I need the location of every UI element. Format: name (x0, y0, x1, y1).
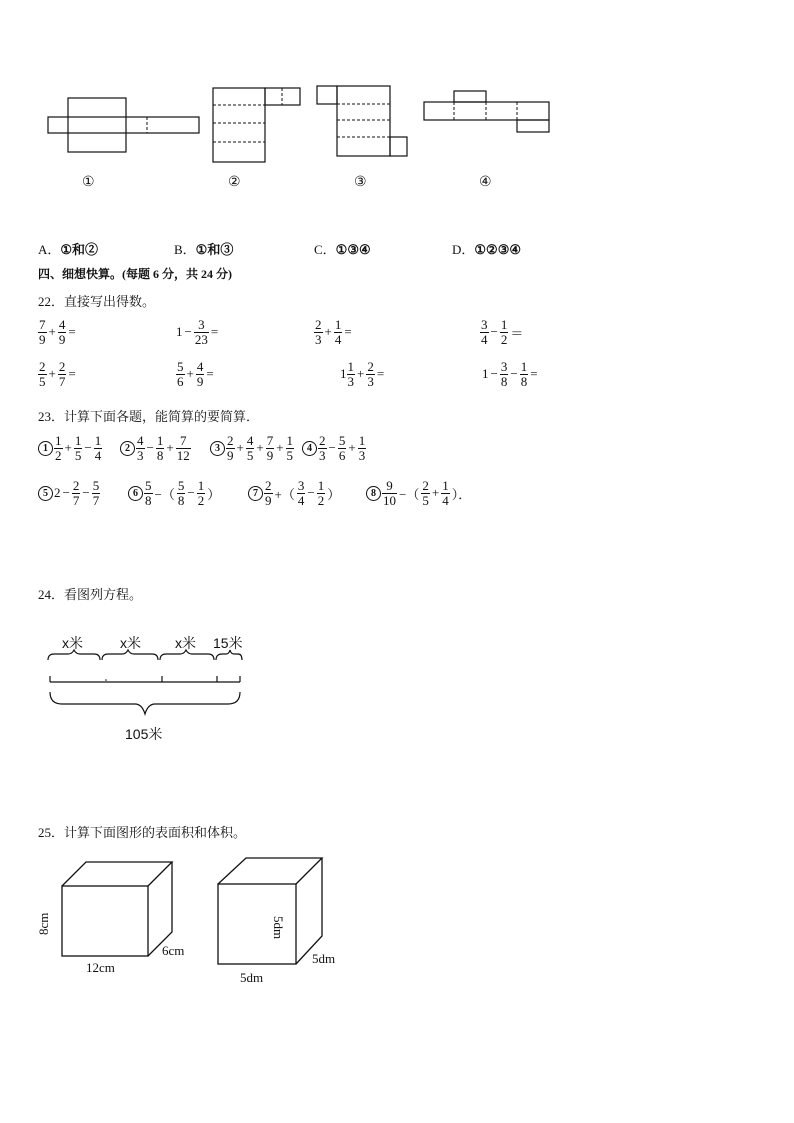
segment-label: x米 (120, 635, 141, 651)
fraction: $\frac{3}{4}$ (481, 317, 488, 347)
fraction: $\frac{2}{5}$ (422, 478, 429, 508)
operator: − (84, 440, 92, 456)
operator: + (64, 440, 72, 456)
operator: ） (327, 486, 341, 502)
fraction: $\frac{2}{7}$ (72, 478, 80, 508)
item-number: 7 (248, 486, 263, 501)
cuboid-height-label: 8cm (36, 912, 51, 935)
section-title: 四、细想快算。(每题 6 分，共 24 分) (38, 267, 232, 281)
operator: − (490, 324, 498, 340)
fraction: $\frac{2}{3}$ (315, 317, 322, 347)
operator: ）． (451, 486, 472, 502)
q22-item (482, 360, 540, 388)
item-number: 4 (302, 441, 317, 456)
operator: − (82, 485, 90, 501)
item-number: 8 (366, 486, 381, 501)
q23-item (128, 479, 222, 507)
operator: + (431, 485, 440, 501)
fraction: $\frac{4}{9}$ (58, 317, 66, 347)
cuboid-figure (44, 858, 204, 988)
operator: = (68, 366, 76, 382)
fraction: $\frac{9}{10}$ (383, 478, 396, 508)
operator: + (357, 366, 365, 382)
whole-number: 1 (340, 366, 347, 382)
option-b[interactable]: B．①和③ (174, 242, 234, 257)
net-label-3: ③ (354, 175, 367, 190)
fraction: $\frac{1}{8}$ (156, 433, 164, 463)
q22-item (340, 360, 386, 388)
fraction: $\frac{2}{9}$ (265, 478, 272, 508)
q22-item (176, 318, 220, 346)
operator: − (187, 485, 195, 501)
fraction: $\frac{3}{23}$ (194, 317, 208, 347)
whole-number: 1 (482, 366, 489, 382)
q22-prompt: 22．直接写出得数。 (38, 294, 156, 309)
q24-prompt: 24．看图列方程。 (38, 587, 143, 602)
operator: − (184, 324, 192, 340)
fraction: $\frac{2}{7}$ (58, 359, 66, 389)
q22-item (314, 318, 354, 346)
operator: = (344, 324, 352, 340)
operator: = (376, 366, 385, 382)
q23-item (120, 434, 191, 462)
fraction: $\frac{1}{2}$ (55, 433, 62, 463)
whole-number: 1 (176, 324, 183, 340)
cuboid-width-label: 6cm (162, 943, 185, 958)
fraction: $\frac{5}{8}$ (177, 478, 185, 508)
operator: + (166, 440, 174, 456)
fraction: $\frac{1}{4}$ (442, 478, 449, 508)
operator: + (48, 324, 56, 340)
segment-label: x米 (175, 635, 196, 651)
operator: + (348, 440, 356, 456)
fraction: $\frac{1}{8}$ (520, 359, 528, 389)
q23-item (302, 434, 366, 462)
segment-label: x米 (62, 635, 83, 651)
fraction: $\frac{7}{12}$ (176, 433, 190, 463)
option-a[interactable]: A．①和② (38, 242, 99, 257)
option-d[interactable]: D．①②③④ (452, 242, 522, 257)
q23-prompt: 23．计算下面各题，能简算的要简算． (38, 409, 260, 424)
net-label-1: ① (82, 175, 95, 190)
fraction: $\frac{1}{2}$ (500, 317, 508, 347)
fraction: $\frac{5}{8}$ (145, 478, 152, 508)
net-label-4: ④ (479, 175, 492, 190)
item-number: 2 (120, 441, 135, 456)
operator: + (324, 324, 332, 340)
fraction: $\frac{5}{6}$ (338, 433, 346, 463)
option-c[interactable]: C．①③④ (314, 242, 371, 257)
fraction: $\frac{4}{5}$ (246, 433, 254, 463)
operator: − (307, 485, 315, 501)
operator: − (510, 366, 518, 382)
fraction: $\frac{5}{6}$ (177, 359, 184, 389)
operator: + (186, 366, 194, 382)
cube-depth-label: 5dm (312, 951, 336, 966)
operator: − (146, 440, 154, 456)
item-number: 5 (38, 486, 53, 501)
fraction: $\frac{2}{9}$ (227, 433, 234, 463)
fraction: $\frac{1}{4}$ (334, 317, 342, 347)
q23-item (366, 479, 473, 507)
operator: + (48, 366, 56, 382)
q23-item (38, 479, 100, 507)
fraction: $\frac{1}{5}$ (74, 433, 82, 463)
operator: = (68, 324, 76, 340)
q22-item (38, 360, 78, 388)
q23-item (38, 434, 102, 462)
cube-bottom-label: 5dm (240, 970, 264, 985)
fraction: $\frac{2}{3}$ (367, 359, 374, 389)
operator: −（ (154, 486, 175, 502)
q22-item (38, 318, 78, 346)
fraction: $\frac{2}{3}$ (319, 433, 326, 463)
cuboid-length-label: 12cm (86, 960, 115, 975)
total-length-label: 105米 (125, 726, 163, 742)
operator: − (490, 366, 498, 382)
operator: ） (207, 486, 221, 502)
segment-label: 15米 (213, 635, 243, 651)
fraction: $\frac{4}{9}$ (196, 359, 204, 389)
operator: = (206, 366, 214, 382)
line-segment-diagram (40, 648, 250, 720)
fraction: $\frac{2}{5}$ (39, 359, 46, 389)
fraction: $\frac{1}{5}$ (286, 433, 294, 463)
fraction: $\frac{3}{8}$ (500, 359, 508, 389)
q22-item (176, 360, 216, 388)
whole-number: 2 (54, 485, 61, 501)
operator: = (210, 324, 219, 340)
operator: + (276, 440, 284, 456)
fraction: $\frac{7}{9}$ (39, 317, 46, 347)
q25-prompt: 25．计算下面图形的表面积和体积。 (38, 825, 247, 840)
q23-item (248, 479, 342, 507)
cube-side-label: 5dm (271, 916, 286, 940)
fraction: $\frac{1}{3}$ (347, 359, 354, 389)
item-number: 1 (38, 441, 53, 456)
fraction: $\frac{3}{4}$ (297, 478, 305, 508)
fraction: $\frac{4}{3}$ (137, 433, 144, 463)
operator: − (328, 440, 336, 456)
operator: +（ (274, 486, 295, 502)
operator: + (236, 440, 244, 456)
operator: − (62, 485, 70, 501)
fraction: $\frac{1}{2}$ (197, 478, 205, 508)
net-label-2: ② (228, 175, 241, 190)
fraction: $\frac{7}{9}$ (266, 433, 274, 463)
q22-item (480, 318, 525, 346)
fraction: $\frac{5}{7}$ (92, 478, 100, 508)
fraction: $\frac{1}{2}$ (317, 478, 325, 508)
fraction: $\frac{1}{3}$ (358, 433, 366, 463)
q23-item (210, 434, 294, 462)
operator: + (256, 440, 264, 456)
item-number: 3 (210, 441, 225, 456)
operator: −（ (399, 486, 420, 502)
fraction: $\frac{1}{4}$ (94, 433, 102, 463)
operator: = (530, 366, 538, 382)
operator: ＝ (510, 325, 524, 341)
item-number: 6 (128, 486, 143, 501)
